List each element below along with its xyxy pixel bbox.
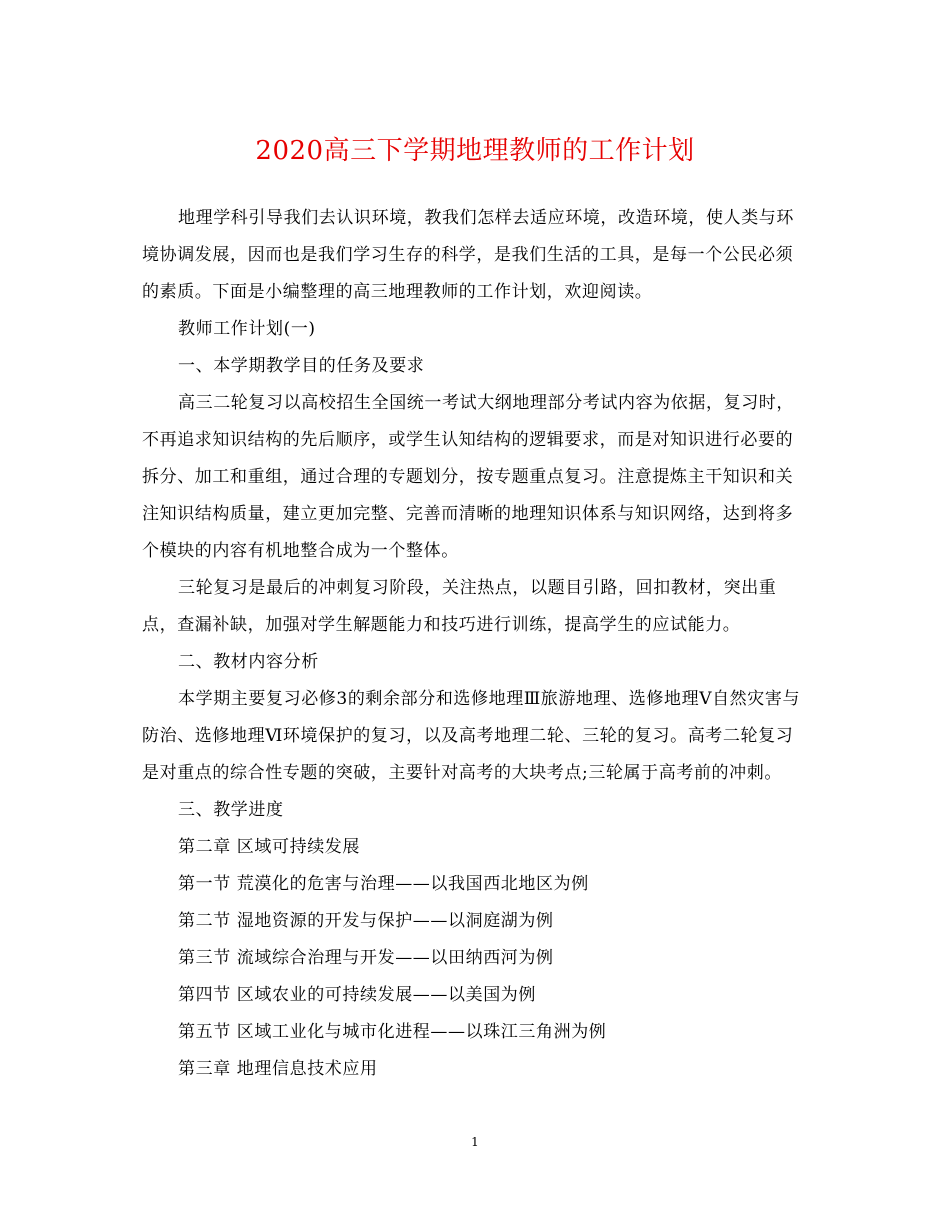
chapter-heading: 第三章 地理信息技术应用 [178,1059,378,1079]
schedule-item: 第五节 区域工业化与城市化进程——以珠江三角洲为例 [178,1022,607,1042]
schedule-item: 第一节 荒漠化的危害与治理——以我国西北地区为例 [178,874,589,894]
schedule-item: 第二节 湿地资源的开发与保护——以洞庭湖为例 [178,911,554,931]
paragraph-second-round: 高三二轮复习以高校招生全国统一考试大纲地理部分考试内容为依据，复习时，不再追求知识结构的先后顺序，或学生认知结构的逻辑要求，而是对知识进行必要的拆分、加工和重组，通过合理的专题划分，按专题重点复习。注意提炼主干知识和关注知识结构质量，建立更加完整、完善而清晰的地理知识体系与知识网络，达到将多个模块的内容有机地整合成为一个整体。 [142,393,794,561]
paragraph-materials: 本学期主要复习必修3的剩余部分和选修地理Ⅲ旅游地理、选修地理Ⅴ自然灾害与防治、选修地理Ⅵ环境保护的复习，以及高考地理二轮、三轮的复习。高考二轮复习是对重点的综合性专题的突破，主要针对高考的大块考点;三轮属于高考前的冲刺。 [142,689,801,783]
page-number: 1 [471,1135,479,1149]
schedule-item: 第三节 流域综合治理与开发——以田纳西河为例 [178,948,554,968]
section-plan-heading: 教师工作计划(一) [178,319,316,339]
document-body [142,200,808,1088]
paragraph-third-round: 三轮复习是最后的冲刺复习阶段，关注热点，以题目引路，回扣教材，突出重点，查漏补缺，加强对学生解题能力和技巧进行训练，提高学生的应试能力。 [142,578,777,635]
paragraph-intro: 地理学科引导我们去认识环境，教我们怎样去适应环境，改造环境，使人类与环境协调发展，因而也是我们学习生存的科学，是我们生活的工具，是每一个公民必须的素质。下面是小编整理的高三地理教师的工作计划，欢迎阅读。 [142,208,794,302]
section-heading-2: 二、教材内容分析 [178,652,319,672]
document-title: 2020高三下学期地理教师的工作计划 [255,136,695,166]
schedule-item: 第四节 区域农业的可持续发展——以美国为例 [178,985,537,1005]
chapter-heading: 第二章 区域可持续发展 [178,837,361,857]
section-heading-3: 三、教学进度 [178,800,284,820]
section-heading-1: 一、本学期教学目的任务及要求 [178,356,425,376]
